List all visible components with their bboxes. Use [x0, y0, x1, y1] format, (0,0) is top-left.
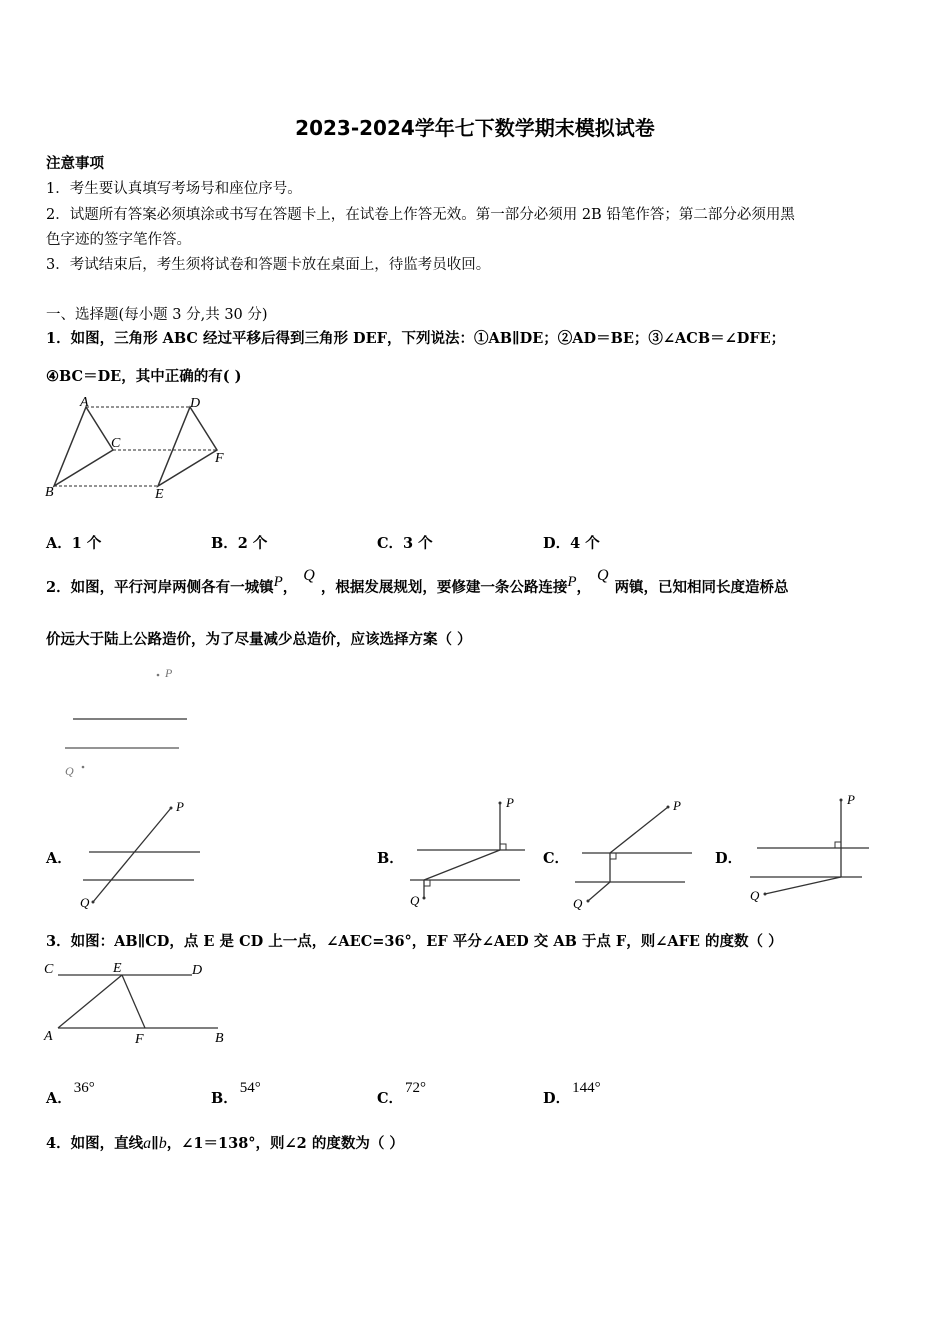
q3-label-e: E	[113, 961, 122, 976]
q4-suffix: ，∠1＝138°，则∠2 的度数为（ ）	[166, 1135, 404, 1152]
page-title: 2023-2024学年七下数学期末模拟试卷	[295, 116, 655, 140]
notice-heading: 注意事项	[46, 155, 104, 172]
q1-figure	[40, 390, 240, 505]
q2-town-q: Q	[303, 567, 315, 584]
q2-option-b[interactable]: B．	[377, 850, 404, 867]
q2-text-line1	[46, 566, 789, 610]
q3-label-f: F	[135, 1032, 144, 1047]
q4-line-a: a	[143, 1135, 152, 1152]
q2-town-p-2: P	[567, 574, 577, 590]
q1-option-d[interactable]: D．4 个	[543, 535, 600, 552]
q3-option-a-letter: A．	[46, 1090, 72, 1107]
q2-option-a-label-q: Q	[80, 895, 90, 910]
q2-option-b-label-p: P	[506, 795, 514, 810]
q4-parallel: ∥	[151, 1135, 159, 1152]
q3-option-b-letter: B．	[211, 1090, 238, 1107]
q4-line-b: b	[158, 1135, 167, 1152]
q2-town-p: P	[273, 574, 283, 590]
q3-option-d-letter: D．	[543, 1090, 571, 1107]
q4-prefix: 4．如图，直线	[46, 1135, 144, 1152]
q1-label-b: B	[45, 485, 54, 500]
q1-text-line2: ④BC＝DE，其中正确的有( )	[46, 368, 242, 385]
q2-option-c-figure	[570, 795, 700, 915]
q3-option-b-value: 54°	[239, 1080, 261, 1096]
q2-option-b-figure	[405, 795, 535, 915]
q1-label-c: C	[111, 436, 121, 451]
q2-town-q-2: Q	[597, 567, 609, 584]
notice-item-3: 3．考试结束后，考生须将试卷和答题卡放在桌面上，待监考员收回。	[46, 257, 491, 273]
section-heading: 一、选择题(每小题 3 分,共 30 分)	[46, 307, 268, 323]
q2-option-c-label-p: P	[673, 798, 681, 813]
q2-text-line2: 价远大于陆上公路造价，为了尽量减少总造价，应该选择方案（ ）	[46, 631, 472, 648]
q3-option-c[interactable]	[377, 1080, 427, 1108]
q2-option-d-label-p: P	[847, 792, 855, 807]
q2-option-c[interactable]: C．	[543, 850, 570, 867]
q1-label-a: A	[80, 395, 89, 410]
q2-option-a-figure	[75, 795, 205, 915]
q4-text	[46, 1132, 404, 1153]
q2-figure	[55, 660, 205, 785]
q1-label-e: E	[155, 487, 164, 502]
q2-text-part2: ，根据发展规划，要修建一条公路连接	[320, 579, 568, 596]
notice-item-1: 1．考生要认真填写考场号和座位序号。	[46, 181, 302, 197]
q1-label-d: D	[190, 396, 201, 411]
q2-option-d-label-q: Q	[750, 888, 760, 903]
q1-option-c[interactable]: C．3 个	[377, 535, 433, 552]
q3-option-c-letter: C．	[377, 1090, 404, 1107]
q3-label-d: D	[192, 963, 203, 978]
q2-sep-2: ，	[576, 579, 591, 596]
q1-option-b[interactable]: B．2 个	[211, 535, 268, 552]
q3-option-d-value: 144°	[572, 1080, 601, 1096]
q2-option-a[interactable]: A．	[46, 850, 72, 867]
q2-sep: ，	[282, 579, 298, 596]
q2-fig-label-p: P	[165, 666, 173, 680]
q3-label-a: A	[44, 1029, 53, 1044]
q3-figure	[40, 955, 240, 1050]
q3-label-b: B	[215, 1031, 224, 1046]
notice-item-2: 2．试题所有答案必须填涂或书写在答题卡上，在试卷上作答无效。第一部分必须用 2B 铅笔作答；第二部分必须用黑	[46, 207, 795, 223]
q2-option-d-figure	[745, 790, 875, 910]
notice-item-2-cont: 色字迹的签字笔作答。	[46, 232, 191, 248]
q1-text-line1: 1．如图，三角形 ABC 经过平移后得到三角形 DEF，下列说法：①AB∥DE；②AD＝BE；③∠ACB＝∠DFE；	[46, 330, 786, 347]
q3-text: 3．如图：AB∥CD，点 E 是 CD 上一点，∠AEC=36°，EF 平分∠AED 交 AB 于点 F，则∠AFE 的度数（ ）	[46, 933, 783, 950]
q2-text-part3: 两镇，已知相同长度造桥总	[614, 579, 789, 596]
q2-fig-label-q: Q	[65, 764, 74, 778]
q3-option-b[interactable]	[211, 1080, 261, 1108]
q3-option-a[interactable]	[46, 1080, 95, 1108]
q3-option-a-value: 36°	[73, 1080, 95, 1096]
q2-option-d[interactable]: D．	[715, 850, 743, 867]
q1-label-f: F	[215, 451, 224, 466]
q2-text-part1: 2．如图，平行河岸两侧各有一城镇	[46, 579, 274, 596]
q2-option-b-label-q: Q	[410, 893, 420, 908]
q3-option-c-value: 72°	[405, 1080, 427, 1096]
q3-label-c: C	[44, 962, 54, 977]
q2-option-a-label-p: P	[176, 799, 184, 814]
q1-option-a[interactable]: A．1 个	[46, 535, 102, 552]
q3-option-d[interactable]	[543, 1080, 601, 1108]
q2-option-c-label-q: Q	[573, 896, 583, 911]
